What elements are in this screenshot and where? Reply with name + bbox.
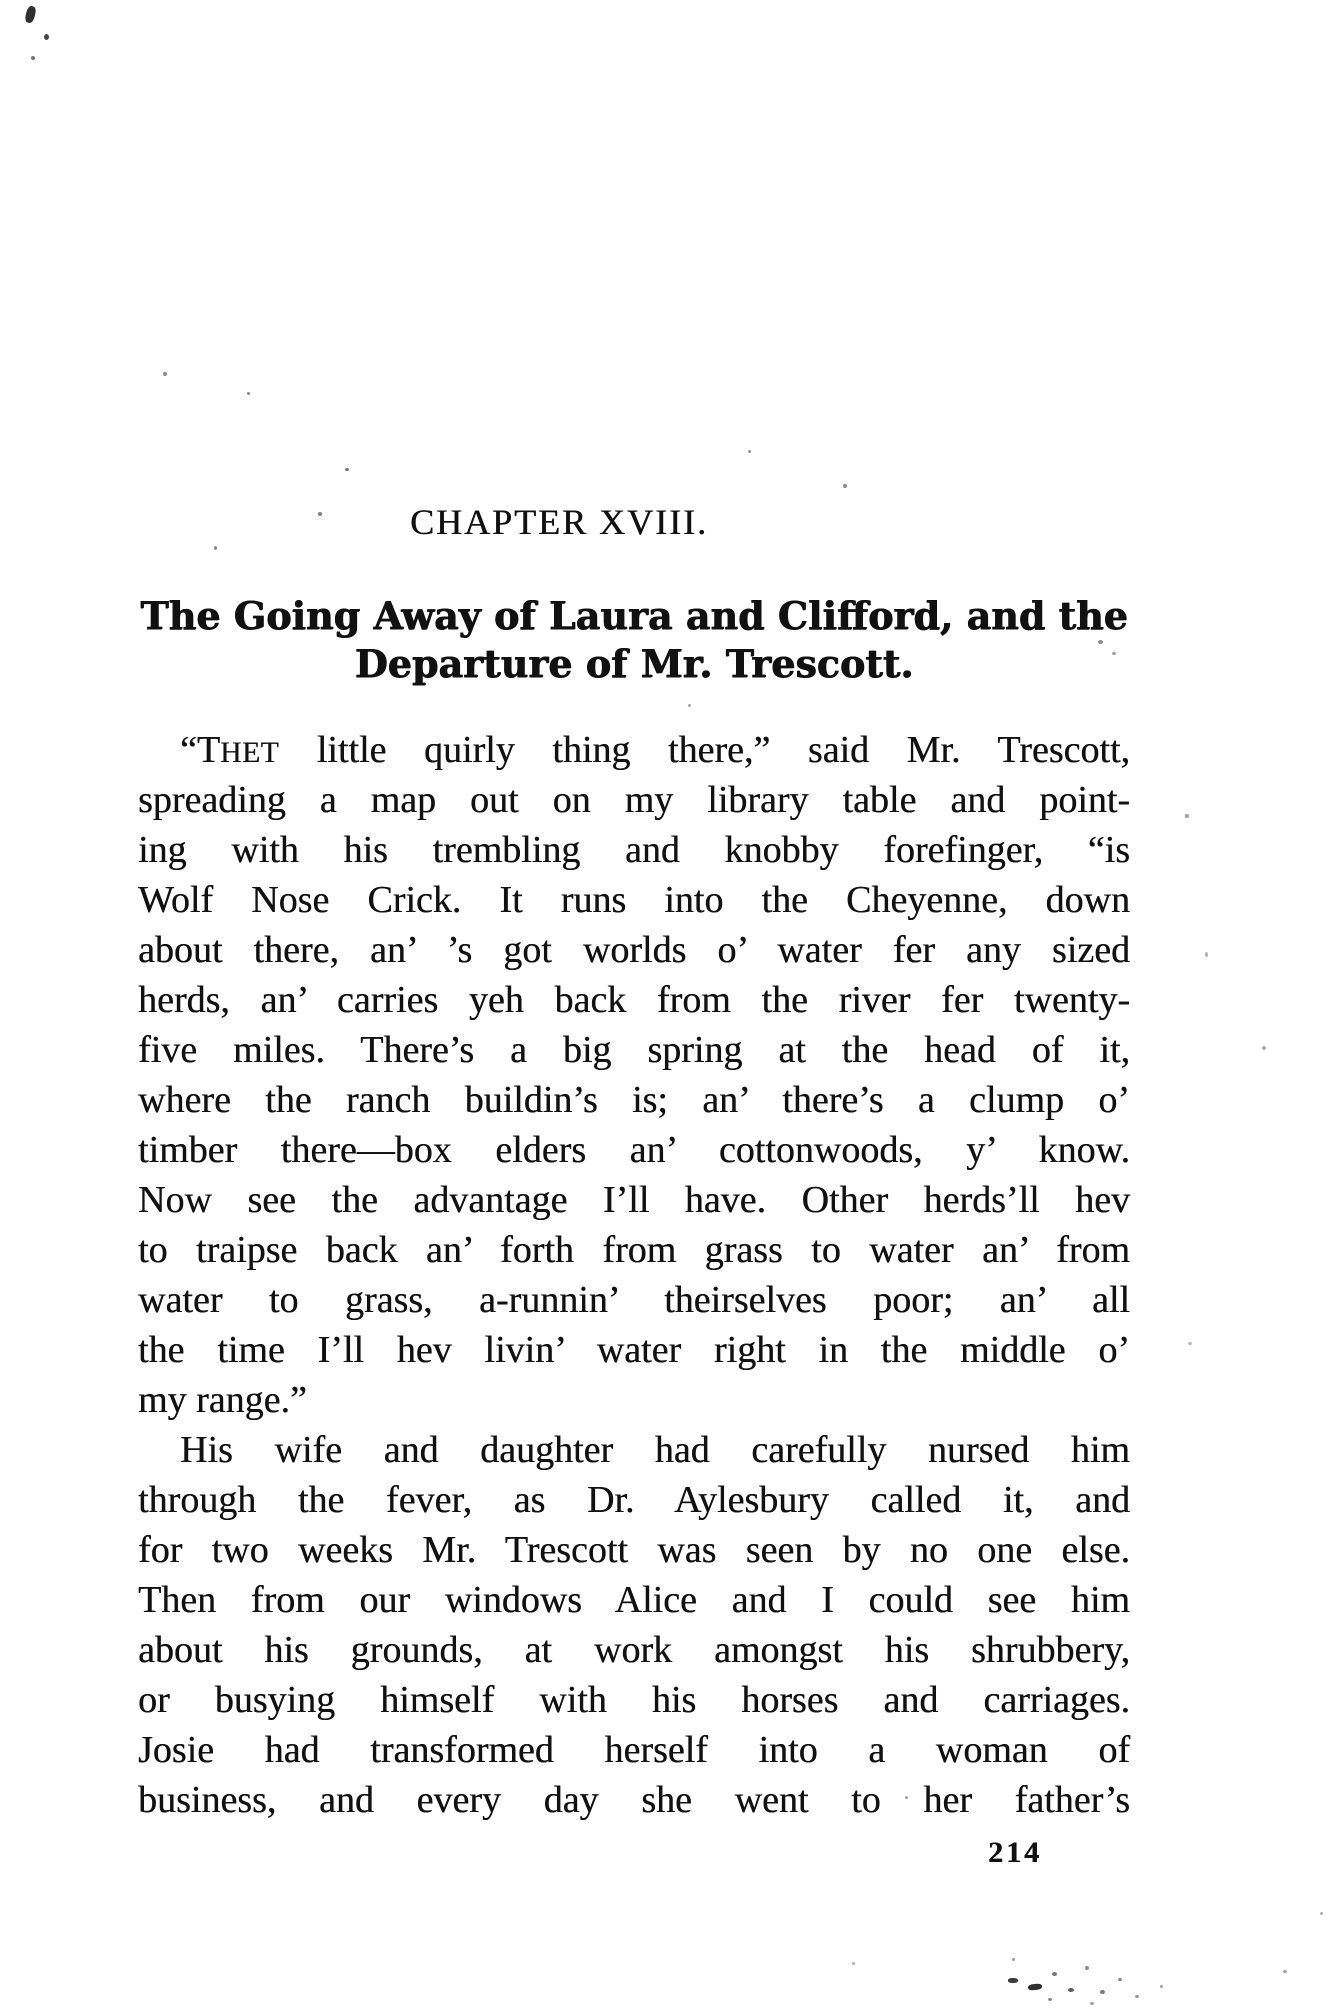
noise-speck <box>1052 1972 1057 1976</box>
noise-speck <box>1012 1958 1015 1961</box>
noise-speck <box>748 450 751 453</box>
noise-speck <box>843 484 847 488</box>
paragraph-2-lines <box>138 1475 1130 1825</box>
text-line: the time I’ll hev livin’ water right in the middle o’ <box>138 1329 1130 1371</box>
noise-speck <box>1008 1978 1018 1983</box>
text-line: spreading a map out on my library table and point- <box>138 779 1130 821</box>
noise-speck <box>1283 1970 1287 1973</box>
text-line: to traipse back an’ forth from grass to water an’ from <box>138 1229 1130 1271</box>
noise-speck <box>1118 1978 1122 1981</box>
noise-speck <box>1135 1995 1139 1998</box>
text-line: five miles. There’s a big spring at the head of it, <box>138 1029 1130 1071</box>
noise-speck <box>1085 1966 1089 1970</box>
noise-speck <box>214 546 217 550</box>
text-line: timber there—box elders an’ cottonwoods, y’ know. <box>138 1129 1130 1171</box>
noise-speck <box>318 512 322 516</box>
text-line: water to grass, a-runnin’ theirselves poor; an’ all <box>138 1279 1130 1321</box>
text-line: ing with his trembling and knobby forefinger, “is <box>138 829 1130 871</box>
noise-speck <box>1090 2002 1094 2005</box>
first-line-rest: little quirly thing there,” said Mr. Trescott, <box>279 729 1130 771</box>
noise-speck <box>1262 1046 1266 1050</box>
text-line: where the ranch buildin’s is; an’ there’s a clump o’ <box>138 1079 1130 1121</box>
noise-speck <box>1100 1990 1105 1994</box>
noise-speck <box>247 392 250 395</box>
noise-speck <box>1028 1983 1043 1990</box>
noise-speck <box>24 5 37 24</box>
text-line: Josie had transformed herself into a woman of <box>138 1729 1130 1771</box>
text-line: about his grounds, at work amongst his shrubbery, <box>138 1629 1130 1671</box>
text-line: through the fever, as Dr. Aylesbury called it, and <box>138 1479 1130 1521</box>
noise-speck <box>1098 640 1103 644</box>
noise-speck <box>1160 1985 1163 1988</box>
paragraph-2-first-line: His wife and daughter had carefully nursed him <box>180 1429 1130 1471</box>
text-line: for two weeks Mr. Trescott was seen by no one else. <box>138 1529 1130 1571</box>
noise-speck <box>905 1796 908 1799</box>
paragraph-1-last-line: my range.” <box>138 1379 307 1421</box>
chapter-title-line-1: The Going Away of Laura and Clifford, and the <box>140 593 1128 638</box>
chapter-heading: CHAPTER XVIII. <box>410 502 708 542</box>
body-text <box>138 725 1130 1825</box>
noise-speck <box>1205 952 1208 957</box>
noise-speck <box>345 468 349 471</box>
noise-speck <box>1320 1912 1323 1915</box>
text-line: herds, an’ carries yeh back from the river fer twenty- <box>138 979 1130 1021</box>
paragraph-1-first-line <box>138 725 1130 775</box>
noise-speck <box>852 1962 855 1965</box>
text-line: about there, an’ ’s got worlds o’ water fer any sized <box>138 929 1130 971</box>
chapter-title <box>138 592 1130 688</box>
text-line: Then from our windows Alice and I could see him <box>138 1579 1130 1621</box>
text-line: Now see the advantage I’ll have. Other herds’ll hev <box>138 1179 1130 1221</box>
noise-speck <box>1068 1988 1074 1992</box>
noise-speck <box>44 34 49 40</box>
noise-speck <box>1112 652 1116 655</box>
noise-speck <box>1185 814 1189 818</box>
paragraph-1-lines <box>138 775 1130 1375</box>
page-number: 214 <box>988 1836 1042 1869</box>
smallcaps-word: HET <box>220 737 280 769</box>
text-line: business, and every day she went to her father’s <box>138 1779 1130 1821</box>
text-line: or busying himself with his horses and carriages. <box>138 1679 1130 1721</box>
first-line-prefix: “T <box>180 729 221 771</box>
noise-speck <box>1048 1998 1052 2001</box>
noise-speck <box>1188 1342 1192 1345</box>
chapter-title-line-2: Departure of Mr. Trescott. <box>354 641 914 686</box>
noise-speck <box>688 704 691 707</box>
text-line: Wolf Nose Crick. It runs into the Cheyenne, down <box>138 879 1130 921</box>
noise-speck <box>31 56 35 60</box>
noise-speck <box>163 372 167 376</box>
